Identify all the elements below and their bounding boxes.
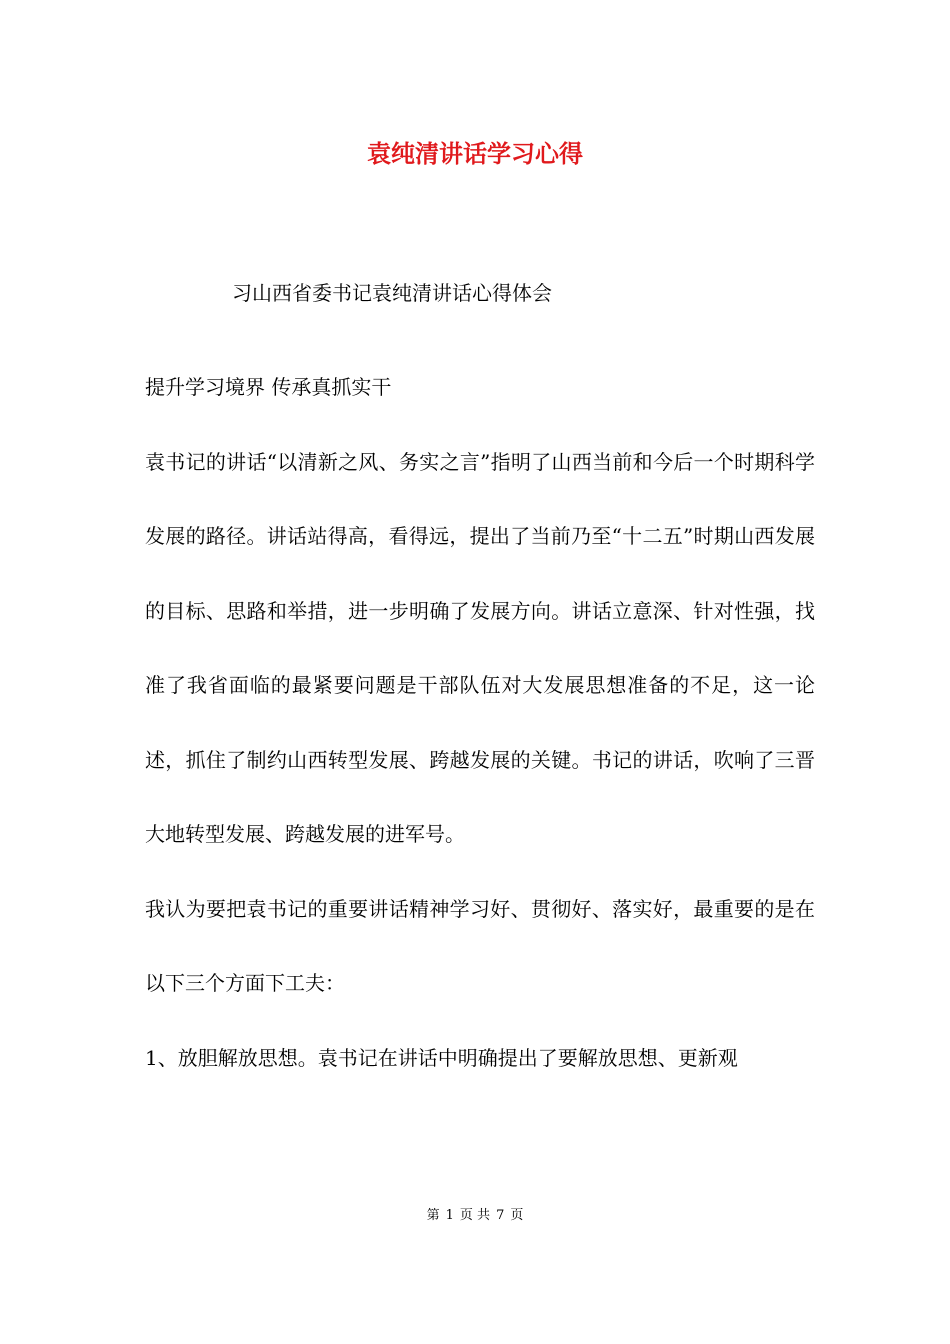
document-subtitle: 习山西省委书记袁纯清讲话心得体会 <box>232 281 552 305</box>
footer-label-of: 页 共 <box>459 1208 491 1223</box>
document-body <box>145 350 815 1095</box>
document-title: 袁纯清讲话学习心得 <box>367 139 583 168</box>
footer-total-pages: 7 <box>496 1208 505 1223</box>
footer-label-end: 页 <box>510 1208 524 1223</box>
paragraph: 袁书记的讲话“以清新之风、务实之言”指明了山西当前和今后一个时期科学发展的路径。讲话站得高，看得远，提出了当前乃至“十二五”时期山西发展的目标、思路和举措，进一步明确了发展方向。讲话立意深、针对性强，找准了我省面临的最紧要问题是干部队伍对大发展思想准备的不足，这一论述，抓住了制约山西转型发展、跨越发展的关键。书记的讲话，吹响了三晋大地转型发展、跨越发展的进军号。 <box>145 449 815 846</box>
footer-label-page: 第 <box>426 1208 440 1223</box>
footer-current-page: 1 <box>445 1208 454 1223</box>
page-footer <box>0 1206 950 1226</box>
paragraph-heading: 提升学习境界 传承真抓实干 <box>145 375 392 399</box>
paragraph: 我认为要把袁书记的重要讲话精神学习好、贯彻好、落实好，最重要的是在以下三个方面下工夫： <box>145 896 815 995</box>
paragraph: 1、放胆解放思想。袁书记在讲话中明确提出了要解放思想、更新观 <box>145 1045 738 1070</box>
